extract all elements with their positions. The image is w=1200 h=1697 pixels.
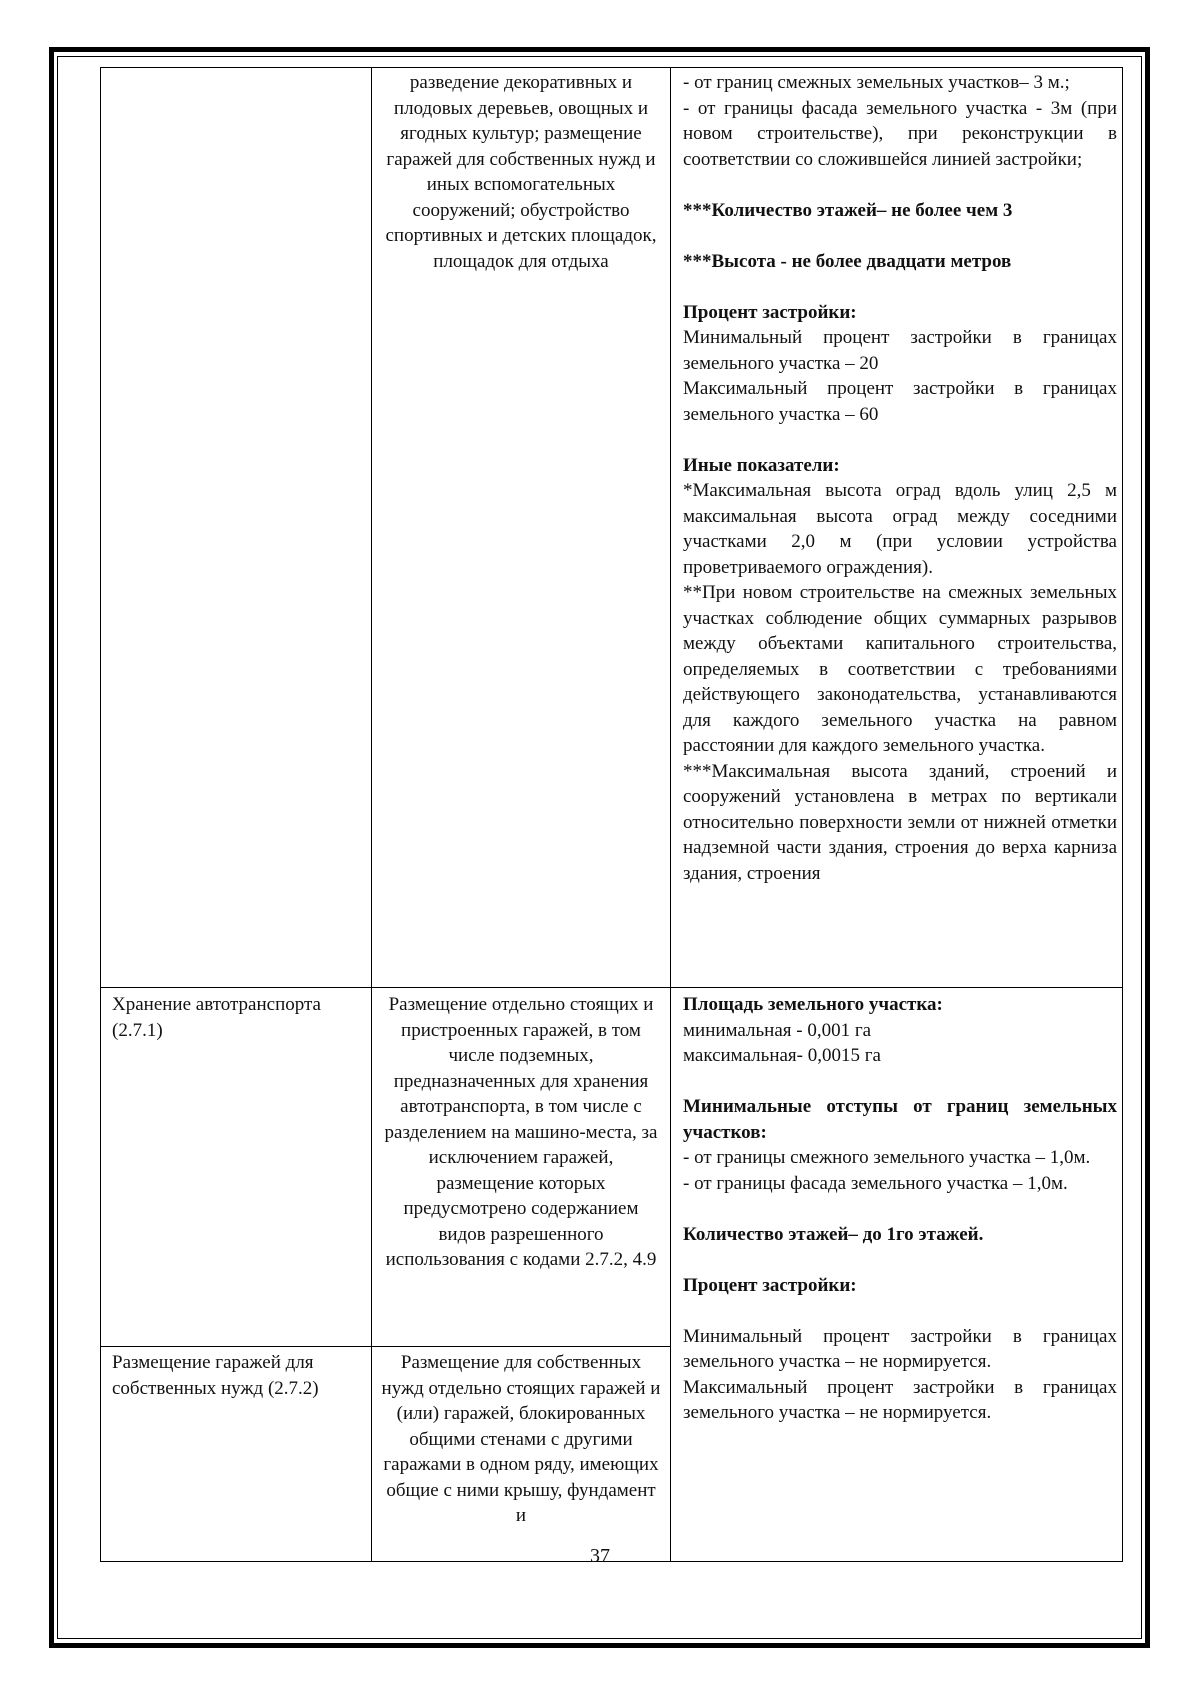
row1-description-text: разведение декоративных и плодовых деревьев, овощных и ягодных культур; размещение гаражей для собственных нужд и иных вспомогательных сооружений; обустройство спортивных и детских площадок, площадок для отдыха — [385, 72, 657, 272]
coverage-max-text: Максимальный процент застройки в границах земельного участка – 60 — [683, 378, 1117, 425]
other-params-title: Иные показатели: — [683, 454, 840, 476]
coverage-min-text: Минимальный процент застройки в границах земельного участка – не нормируется. — [683, 1325, 1117, 1372]
garage-parameters — [683, 992, 1117, 1426]
table-col-divider-1 — [371, 67, 372, 1562]
floors-limit-text: Количество этажей– до 1го этажей. — [683, 1223, 984, 1245]
area-max-text: максимальная- 0,0015 га — [683, 1045, 881, 1066]
coverage-min-text: Минимальный процент застройки в границах земельного участка – 20 — [683, 327, 1117, 374]
coverage-title: Процент застройки: — [683, 1274, 857, 1296]
coverage-title: Процент застройки: — [683, 301, 857, 323]
setback-title: Минимальные отступы от границ земельных участков: — [683, 1096, 1117, 1143]
page-number: 37 — [590, 1545, 610, 1567]
fence-height-text: *Максимальная высота оград вдоль улиц 2,5 м максимальная высота оград между соседними участками 2,0 м (при условии устройства проветриваемого ограждения). — [683, 480, 1117, 578]
table-row-divider-1 — [100, 987, 1123, 988]
setback-adjacent-text: - от границ смежных земельных участков– 3 м.; — [683, 72, 1070, 93]
floors-limit-text: ***Количество этажей– не более чем 3 — [683, 199, 1013, 221]
row1-parameters — [683, 70, 1117, 886]
row2-description — [380, 992, 662, 1273]
setback-adjacent-text: - от границы смежного земельного участка – 1,0м. — [683, 1147, 1091, 1168]
area-title: Площадь земельного участка: — [683, 994, 943, 1015]
setback-facade-text: - от границы фасада земельного участка - 3м (при новом строительстве), при реконструкции в соответствии со сложившейся линией застройки; — [683, 97, 1117, 170]
table-col-divider-2 — [670, 67, 671, 1562]
row3-use-name-text: Размещение гаражей для собственных нужд (2.7.2) — [112, 1352, 319, 1399]
building-height-note: ***Максимальная высота зданий, строений и сооружений установлена в метрах по вертикали относительно поверхности земли от нижней отметки надземной части здания, строения до верха карниза здания, строения — [683, 760, 1117, 884]
row3-description-text: Размещение для собственных нужд отдельно стоящих гаражей и (или) гаражей, блокированных общими стенами с другими гаражами в одном ряду, имеющих общие с ними крышу, фундамент и — [381, 1352, 661, 1526]
area-min-text: минимальная - 0,001 га — [683, 1019, 872, 1041]
row2-use-name — [112, 992, 362, 1043]
height-limit-text: ***Высота - не более двадцати метров — [683, 250, 1012, 272]
row2-use-name-text: Хранение автотранспорта (2.7.1) — [112, 994, 321, 1041]
distance-rule-text: **При новом строительстве на смежных земельных участках соблюдение общих суммарных разрывов между объектами капитального строительства, определяемых в соответствии с требованиями действующего законодательства, устанавливаются для каждого земельного участка на равном расстоянии для каждого земельного участка. — [683, 582, 1117, 756]
row3-use-name — [112, 1350, 362, 1401]
table-row-divider-2 — [100, 1346, 671, 1347]
row2-description-text: Размещение отдельно стоящих и пристроенных гаражей, в том числе подземных, предназначенных для хранения автотранспорта, в том числе с разделением на машино-места, за исключением гаражей, размещение которых предусмотрено содержанием видов разрешенного использования с кодами 2.7.2, 4.9 — [384, 994, 658, 1270]
row3-description — [380, 1350, 662, 1529]
setback-facade-text: - от границы фасада земельного участка – 1,0м. — [683, 1172, 1068, 1194]
coverage-max-text: Максимальный процент застройки в границах земельного участка – не нормируется. — [683, 1376, 1117, 1423]
row1-description — [384, 70, 658, 274]
